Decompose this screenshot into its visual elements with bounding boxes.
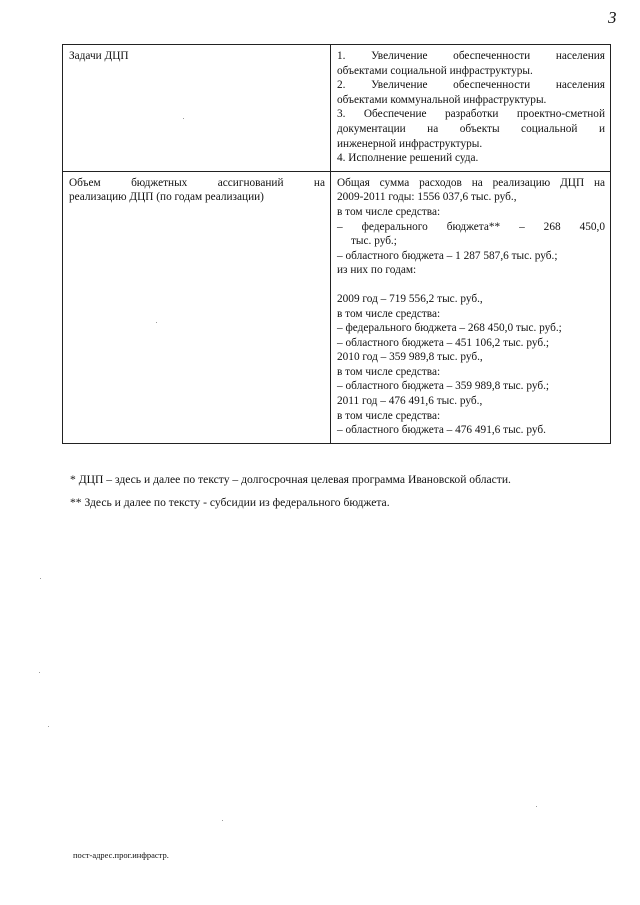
program-passport-table [62, 44, 611, 444]
value-line: 4. Исполнение решений суда. [337, 152, 479, 165]
row-value-budget [331, 171, 611, 443]
label-line: реализацию ДЦП (по годам реализации) [69, 191, 264, 204]
value-line: тыс. руб.; [351, 235, 397, 248]
row-value-tasks [331, 45, 611, 172]
value-line: инженерной инфраструктуры. [337, 137, 483, 150]
footnote-subsidies: ** Здесь и далее по тексту - субсидии из федерального бюджета. [70, 496, 390, 509]
value-line: – областного бюджета – 476 491,6 тыс. руб. [337, 424, 546, 437]
value-line: – федерального бюджета** – 268 450,0 [337, 220, 605, 233]
row-label-budget [63, 171, 331, 443]
footnote-dcp: * ДЦП – здесь и далее по тексту – долгосрочная целевая программа Ивановской области. [70, 473, 511, 486]
scan-speck [39, 672, 40, 673]
blank-line [337, 278, 605, 292]
value-line: 2011 год – 476 491,6 тыс. руб., [337, 395, 483, 408]
table-row-tasks [63, 45, 611, 172]
page-number: 3 [608, 8, 617, 27]
value-line: Общая сумма расходов на реализацию ДЦП на [337, 176, 605, 189]
label-line: Объем бюджетных ассигнований на [69, 176, 325, 189]
scan-speck [40, 578, 41, 579]
value-line: из них по годам: [337, 264, 417, 277]
value-line: объектами коммунальной инфраструктуры. [337, 93, 547, 106]
scan-speck [48, 726, 49, 727]
value-line: – федерального бюджета – 268 450,0 тыс. руб.; [337, 322, 562, 335]
scan-speck [183, 118, 184, 119]
value-line: в том числе средства: [337, 307, 441, 320]
value-line: в том числе средства: [337, 365, 441, 378]
file-name: пост-адрес.прог.инфрастр. [73, 850, 169, 860]
label-line: Задачи ДЦП [69, 50, 129, 62]
value-line: 2009-2011 годы: 1556 037,6 тыс. руб., [337, 191, 517, 204]
value-line: документации на объекты социальной и [337, 122, 605, 135]
table-row-budget [63, 171, 611, 443]
scan-speck [156, 322, 157, 323]
scan-speck [222, 820, 223, 821]
value-line: – областного бюджета – 1 287 587,6 тыс. руб.; [337, 249, 558, 262]
value-line: 2. Увеличение обеспеченности населения [337, 79, 605, 92]
value-line: – областного бюджета – 359 989,8 тыс. руб.; [337, 380, 550, 393]
value-line: в том числе средства: [337, 409, 441, 422]
value-line: 2010 год – 359 989,8 тыс. руб., [337, 351, 483, 364]
value-line: объектами социальной инфраструктуры. [337, 64, 533, 77]
value-line: в том числе средства: [337, 205, 441, 218]
value-line: – областного бюджета – 451 106,2 тыс. руб.; [337, 336, 550, 349]
row-label-tasks [63, 45, 331, 172]
value-line: 3. Обеспечение разработки проектно-сметной [337, 108, 605, 121]
value-line: 1. Увеличение обеспеченности населения [337, 50, 605, 62]
value-line: 2009 год – 719 556,2 тыс. руб., [337, 292, 483, 305]
scan-speck [536, 806, 537, 807]
